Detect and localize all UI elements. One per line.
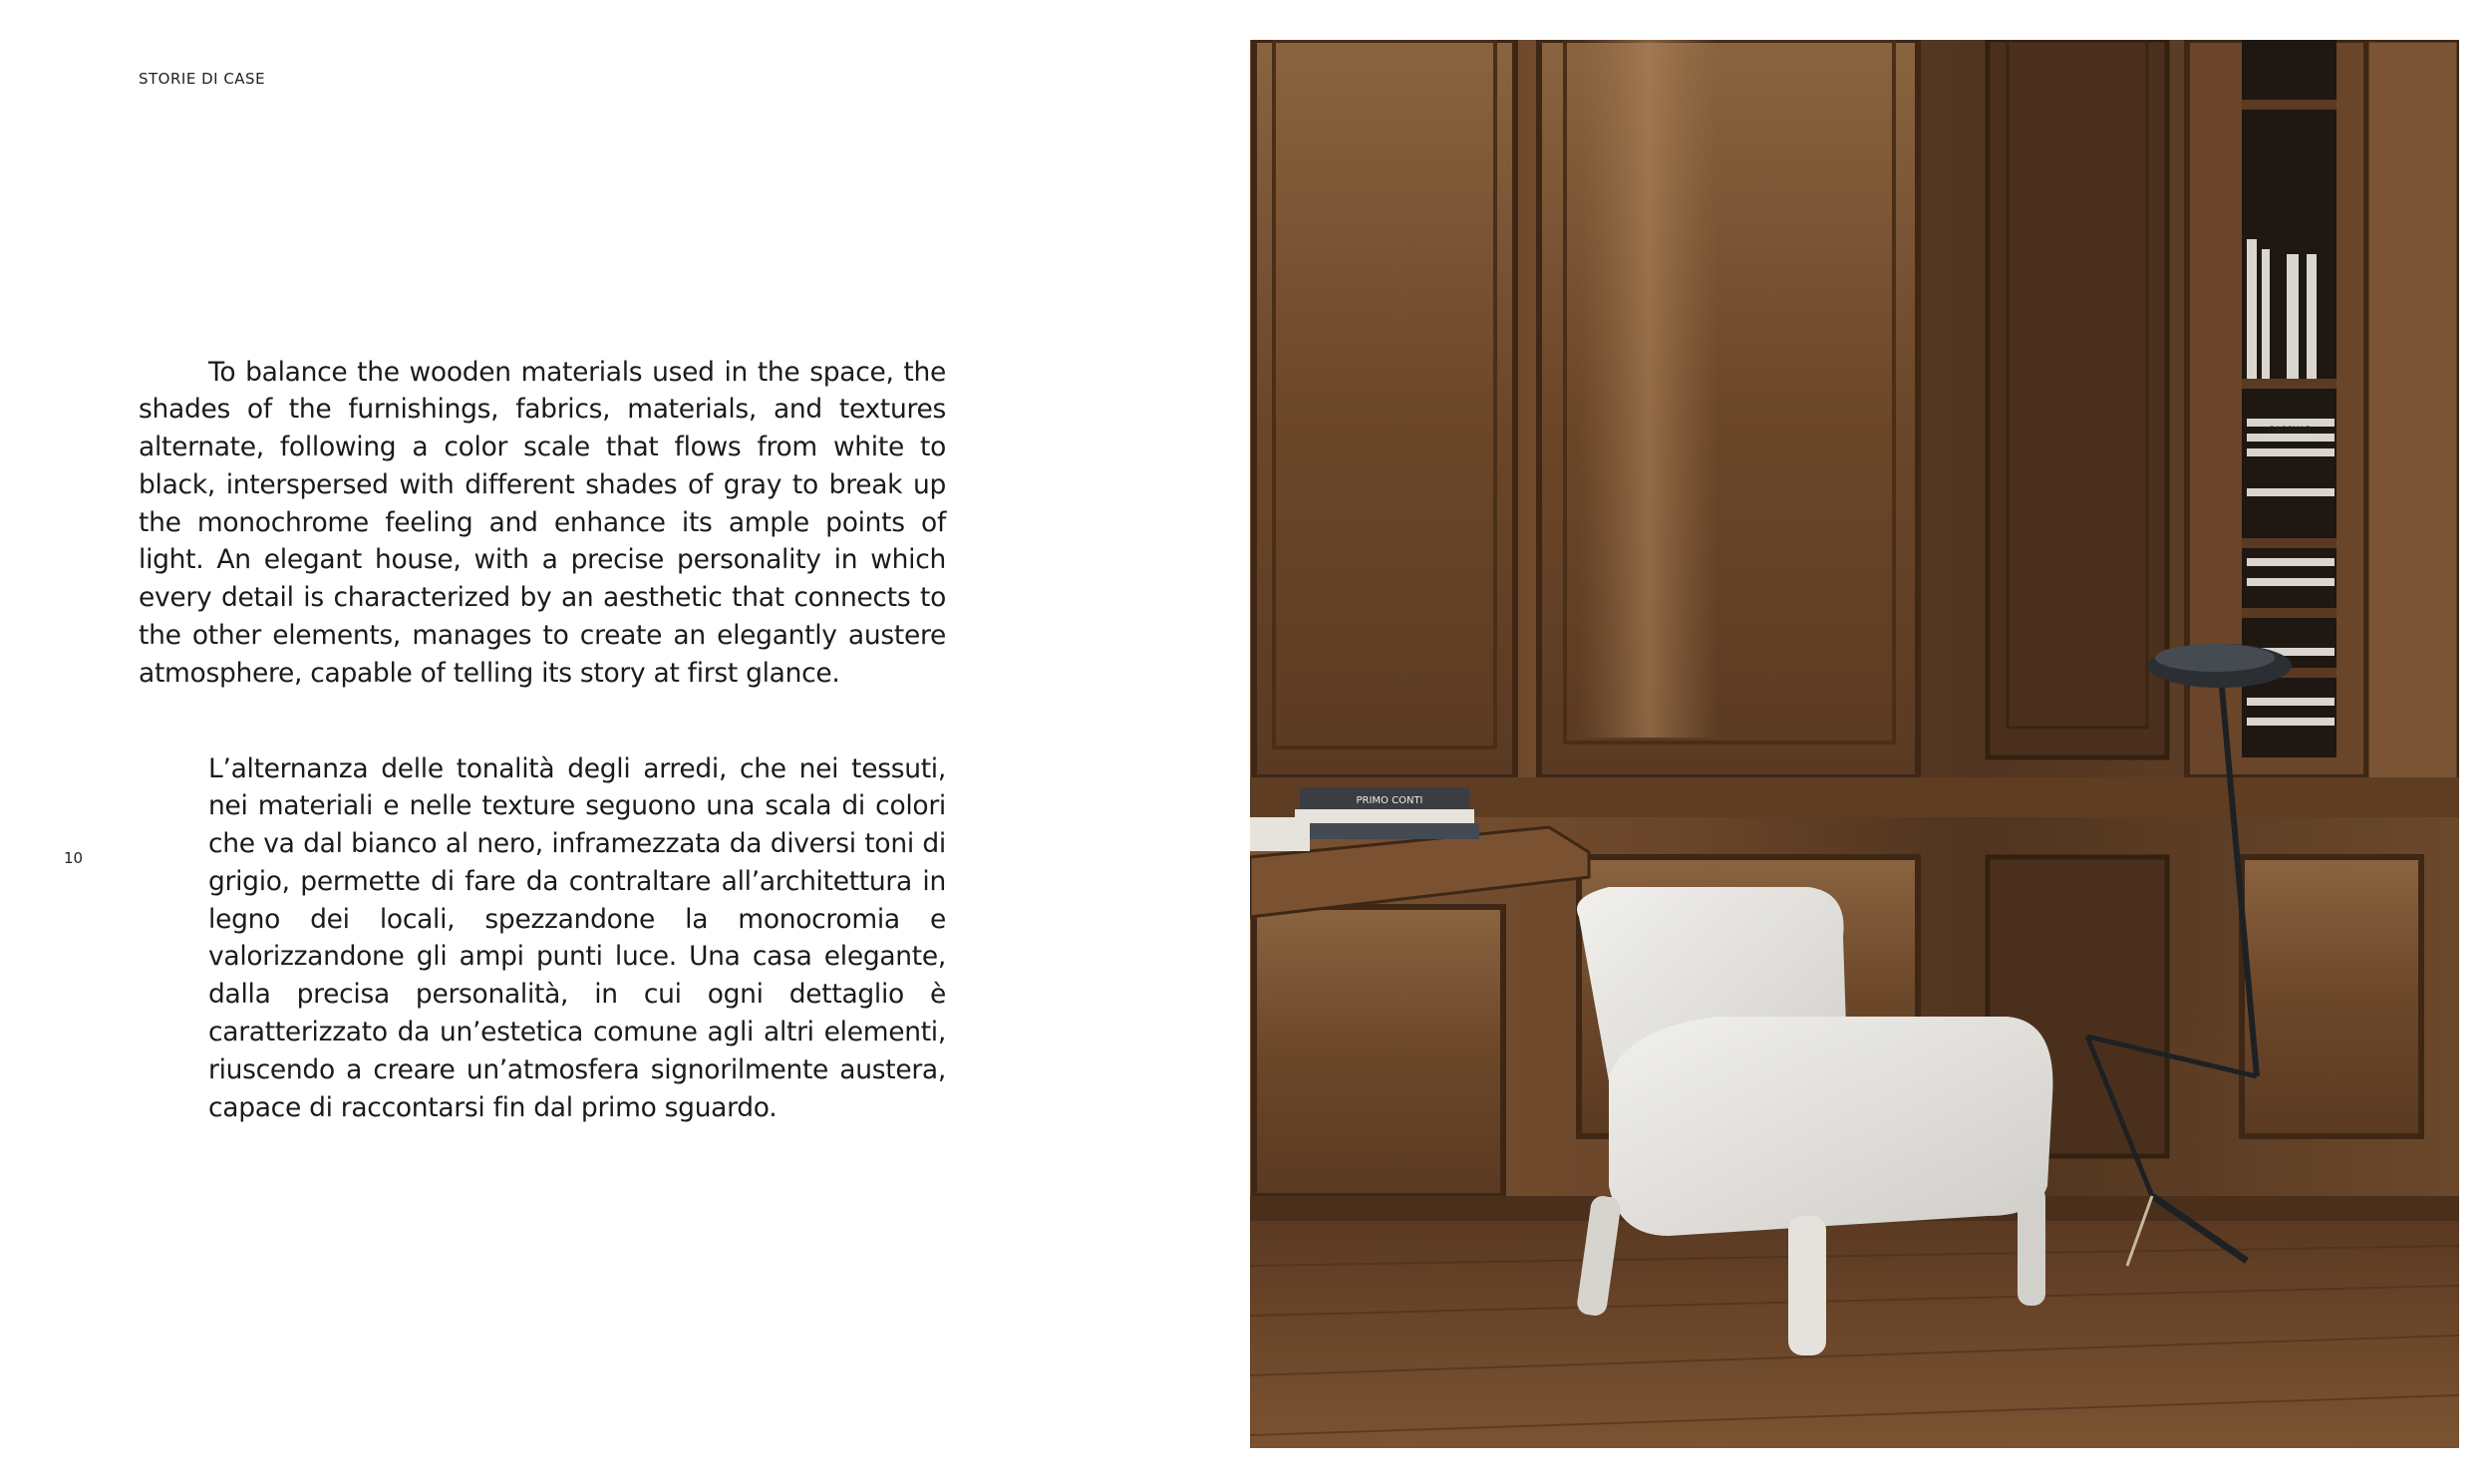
wood-panel [1988,40,2167,757]
body-paragraph-italian: L’alternanza delle tonalità degli arredi, che nei tessuti, nei materiali e nelle texture seguono una scala di colori che va dal bianco al nero, inframezzata da diversi toni di grigio, permette di fare da contraltare all’architettura in legno dei locali, spezzandone la monocromia e valorizzandone gli ampi punti luce. Una casa elegante, dalla precisa personalità, in cui ogni dettaglio è caratterizzato da un’estetica comune agli altri elementi, riuscendo a creare un’atmosfera signorilmente austera, capace di raccontarsi fin dal primo sguardo. [208,752,946,1123]
body-paragraph-english: To balance the wooden materials used in the space, the shades of the furnishings, fabrics, materials, and textures alternate, following a color scale that flows from white to black, interspersed with different shades of gray to break up the monochrome feeling and enhance its ample points of light. An elegant house, with a precise personality in which every detail is characterized by an aesthetic that connects to the other elements, manages to create an elegantly austere atmosphere, capable of telling its story at first glance. [139,356,946,689]
section-header: STORIE DI CASE [139,70,266,88]
book-spine-label: PRIMO CONTI [1356,795,1423,806]
wood-panel [2242,857,2421,1136]
wood-panel [1254,907,1503,1196]
book-spine-label: GASSNAR [2268,426,2312,436]
page-number: 10 [64,849,84,867]
wood-panel [1254,40,1515,777]
interior-photo [1250,40,2459,1448]
